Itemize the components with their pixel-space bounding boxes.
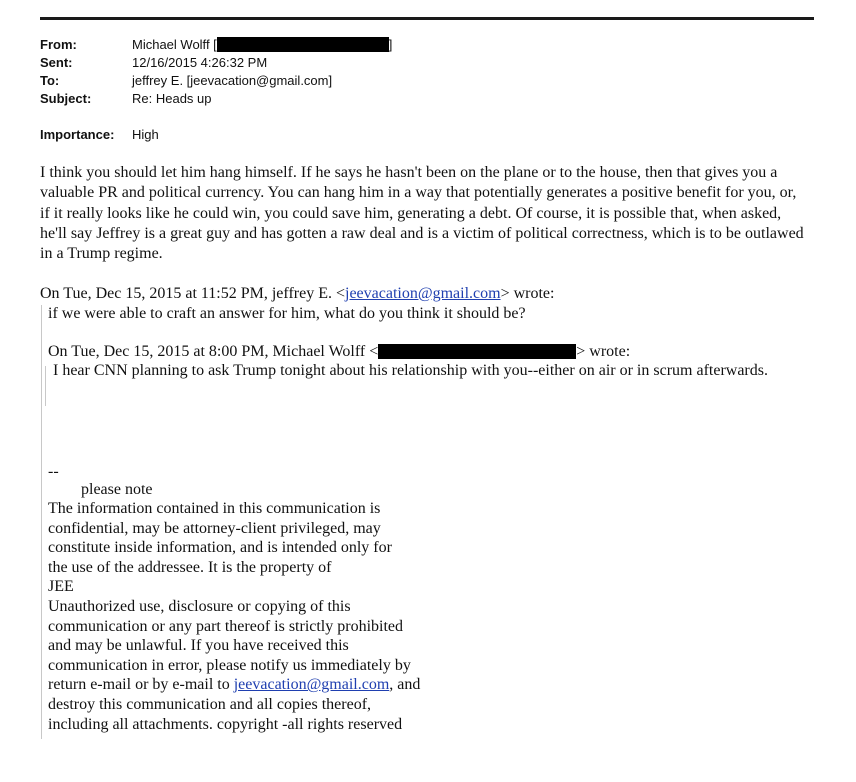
- redaction-box: [378, 344, 576, 359]
- quote-bar: [41, 305, 42, 739]
- importance-row: [40, 126, 159, 144]
- to-row: [40, 72, 392, 90]
- disclaimer-line: communication or any part thereof is strictly prohibited: [48, 617, 404, 635]
- email-link[interactable]: jeevacation@gmail.com: [233, 676, 390, 694]
- disclaimer-line: JEE: [48, 578, 74, 596]
- quote1-attribution: [40, 284, 554, 304]
- to-label: To:: [40, 73, 60, 88]
- importance-value: High: [132, 127, 159, 142]
- quote2-text: I hear CNN planning to ask Trump tonight about his relationship with you--either on air or in scrum afterwards.: [53, 362, 768, 379]
- from-close: ]: [388, 37, 393, 52]
- return-line-suffix: , and: [389, 676, 421, 694]
- top-rule: [40, 17, 814, 20]
- disclaimer-line: confidential, may be attorney-client privileged, may: [48, 519, 381, 537]
- quote-bar-inner: [45, 366, 46, 406]
- email-header: [40, 36, 392, 108]
- subject-value: Re: Heads up: [132, 91, 212, 106]
- quote1-text: if we were able to craft an answer for him, what do you think it should be?: [48, 305, 526, 322]
- disclaimer-line: The information contained in this communication is: [48, 500, 381, 517]
- to-value: jeffrey E. [jeevacation@gmail.com]: [132, 73, 333, 88]
- disclaimer-line: Unauthorized use, disclosure or copying of this: [48, 597, 351, 615]
- disclaimer: [48, 499, 420, 734]
- sent-row: [40, 54, 392, 72]
- quote2-attribution-suffix: > wrote:: [576, 343, 631, 360]
- disclaimer-line: destroy this communication and all copies thereof,: [48, 695, 372, 713]
- disclaimer-title: please note: [81, 481, 153, 498]
- from-name: Michael Wolff [: [132, 37, 217, 52]
- subject-row: [40, 90, 392, 108]
- disclaimer-return-line: [48, 675, 420, 695]
- from-label: From:: [40, 37, 77, 52]
- disclaimer-line: constitute inside information, and is intended only for: [48, 539, 392, 557]
- disclaimer-line: and may be unlawful. If you have received this: [48, 637, 349, 655]
- quote2-attribution-prefix: On Tue, Dec 15, 2015 at 8:00 PM, Michael Wolff <: [48, 343, 379, 360]
- disclaimer-line: communication in error, please notify us immediately by: [48, 656, 411, 674]
- sent-label: Sent:: [40, 55, 73, 70]
- quote2-attribution: [48, 342, 630, 362]
- subject-label: Subject:: [40, 91, 92, 106]
- email-link[interactable]: jeevacation@gmail.com: [345, 285, 501, 302]
- disclaimer-line: the use of the addressee. It is the property of: [48, 558, 332, 576]
- sent-value: 12/16/2015 4:26:32 PM: [132, 55, 268, 70]
- from-row: [40, 36, 392, 54]
- quote1-attribution-suffix: > wrote:: [500, 285, 555, 302]
- disclaimer-line: including all attachments. copyright -all rights reserved: [48, 715, 403, 733]
- redaction-box: [217, 37, 389, 52]
- signature-separator: --: [48, 463, 59, 480]
- from-value: [132, 36, 392, 54]
- quote1-attribution-prefix: On Tue, Dec 15, 2015 at 11:52 PM, jeffrey E. <: [40, 285, 345, 302]
- return-line-prefix: return e-mail or by e-mail to: [48, 676, 234, 694]
- importance-label: Importance:: [40, 127, 115, 142]
- message-body: I think you should let him hang himself. If he says he hasn't been on the plane or to the house, then that gives you a valuable PR and political currency. You can hang him in a way that potentially generates a positive benefit for you, or, if it really looks like he could win, you could save him, generating a debt. Of course, it is possible that, when asked, he'll say Jeffrey is a great guy and has gotten a raw deal and is a victim of political correctness, which is to be outlawed in a Trump regime.: [40, 164, 804, 263]
